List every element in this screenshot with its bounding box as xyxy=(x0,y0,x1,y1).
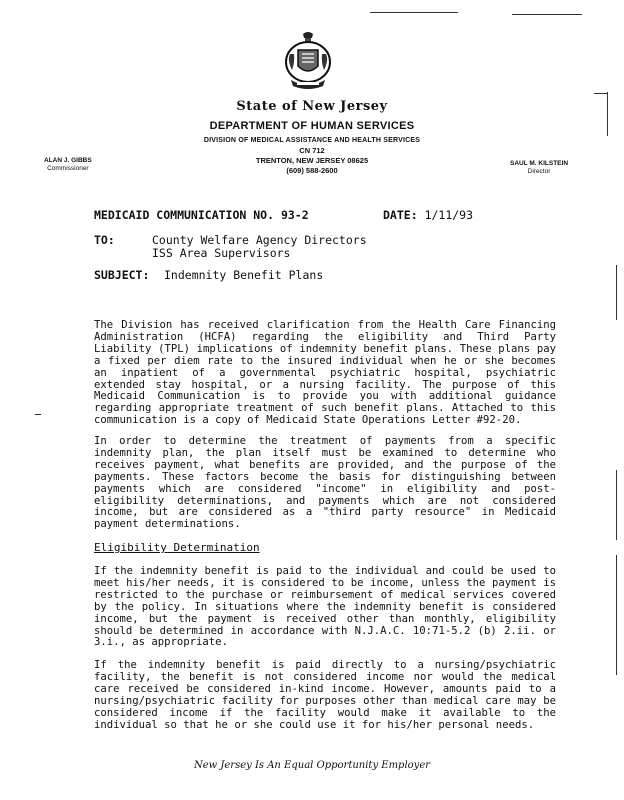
paragraph-1: The Division has received clarification from the Health Care Financing Administration (HCFA) regarding the eligibility and Third Party Liability (TPL) implications of indemnity benefit plans. These plans pay a fixed per diem rate to the insured individual when he or she becomes an inpatient of a governmental psychiatric hospital, psychiatric extended stay hospital, or a nursing facility. The purpose of this Medicaid Communication is to provide you with additional guidance regarding appropriate treatment of such benefit plans. Attached to this communication is a copy of Medicaid State Operations Letter #92-20. xyxy=(94,319,556,427)
communication-label: MEDICAID COMMUNICATION NO. xyxy=(94,208,275,222)
scan-mark xyxy=(616,265,617,320)
communication-number: 93-2 xyxy=(280,208,309,222)
commissioner-name: ALAN J. GIBBS xyxy=(44,157,92,164)
to-recipient-1: County Welfare Agency Directors xyxy=(152,233,367,247)
commissioner-title: Commissioner xyxy=(47,165,89,172)
footer-text: New Jersey Is An Equal Opportunity Employer xyxy=(193,760,431,771)
city-address: TRENTON, NEW JERSEY 08625 xyxy=(255,156,369,165)
paragraph-3: If the indemnity benefit is paid to the individual and could be used to meet his/her needs, it is considered to be income, unless the payment is restricted to the purchase or reimbursement of medical services covered by the policy. In situations where the indemnity benefit is considered income, but the payment is received other than monthly, eligibility should be determined in accordance with N.J.A.C. 10:71-5.2 (b) 2.ii. or 3.i., as appropriate. xyxy=(94,565,556,649)
date-line xyxy=(383,208,473,222)
subject-value: Indemnity Benefit Plans xyxy=(164,268,324,282)
paragraph-4: If the indemnity benefit is paid directly to a nursing/psychiatric facility, the benefit is not considered income nor would the medical care received be considered in-kind income. However, amounts paid to a nursing/psychiatric facility for purposes other than medical care may be considered income if the facility would make it available to the individual so that he or she could use it for his/her personal needs. xyxy=(94,659,556,731)
communication-number-line xyxy=(94,208,309,222)
state-seal-icon xyxy=(283,30,333,92)
scan-mark xyxy=(512,14,582,15)
director-title: Director xyxy=(527,168,551,175)
cn-number: CN 712 xyxy=(299,146,325,155)
phone-number: (609) 588-2600 xyxy=(286,166,338,175)
state-name: State of New Jersey xyxy=(236,99,388,114)
to-block xyxy=(94,233,514,263)
scan-mark xyxy=(616,555,617,675)
commissioner-block xyxy=(44,157,92,173)
date-label: DATE: xyxy=(383,208,418,222)
scan-mark xyxy=(370,12,458,13)
department-name: DEPARTMENT OF HUMAN SERVICES xyxy=(209,120,415,132)
director-name: SAUL M. KILSTEIN xyxy=(510,160,569,167)
scan-mark xyxy=(616,470,617,540)
division-name: DIVISION OF MEDICAL ASSISTANCE AND HEALTH SERVICES xyxy=(203,137,421,144)
scan-mark xyxy=(35,414,41,415)
subject-block xyxy=(94,268,514,284)
subject-label: SUBJECT: xyxy=(94,268,150,282)
scan-mark xyxy=(607,92,608,136)
to-recipient-2: ISS Area Supervisors xyxy=(152,246,291,260)
director-block xyxy=(510,160,568,176)
scan-mark xyxy=(594,93,608,94)
date-value: 1/11/93 xyxy=(424,208,474,222)
section-heading: Eligibility Determination xyxy=(94,541,260,554)
to-label: TO: xyxy=(94,233,115,247)
paragraph-2: In order to determine the treatment of payments from a specific indemnity plan, the plan itself must be examined to determine who receives payment, what benefits are provided, and the purpose of the payments. These factors become the basis for distinguishing between payments which are considered "income" in eligibility and post-eligibility determinations, and payments which are not considered income, but are considered as a "third party resource" in Medicaid payment determinations. xyxy=(94,435,556,531)
